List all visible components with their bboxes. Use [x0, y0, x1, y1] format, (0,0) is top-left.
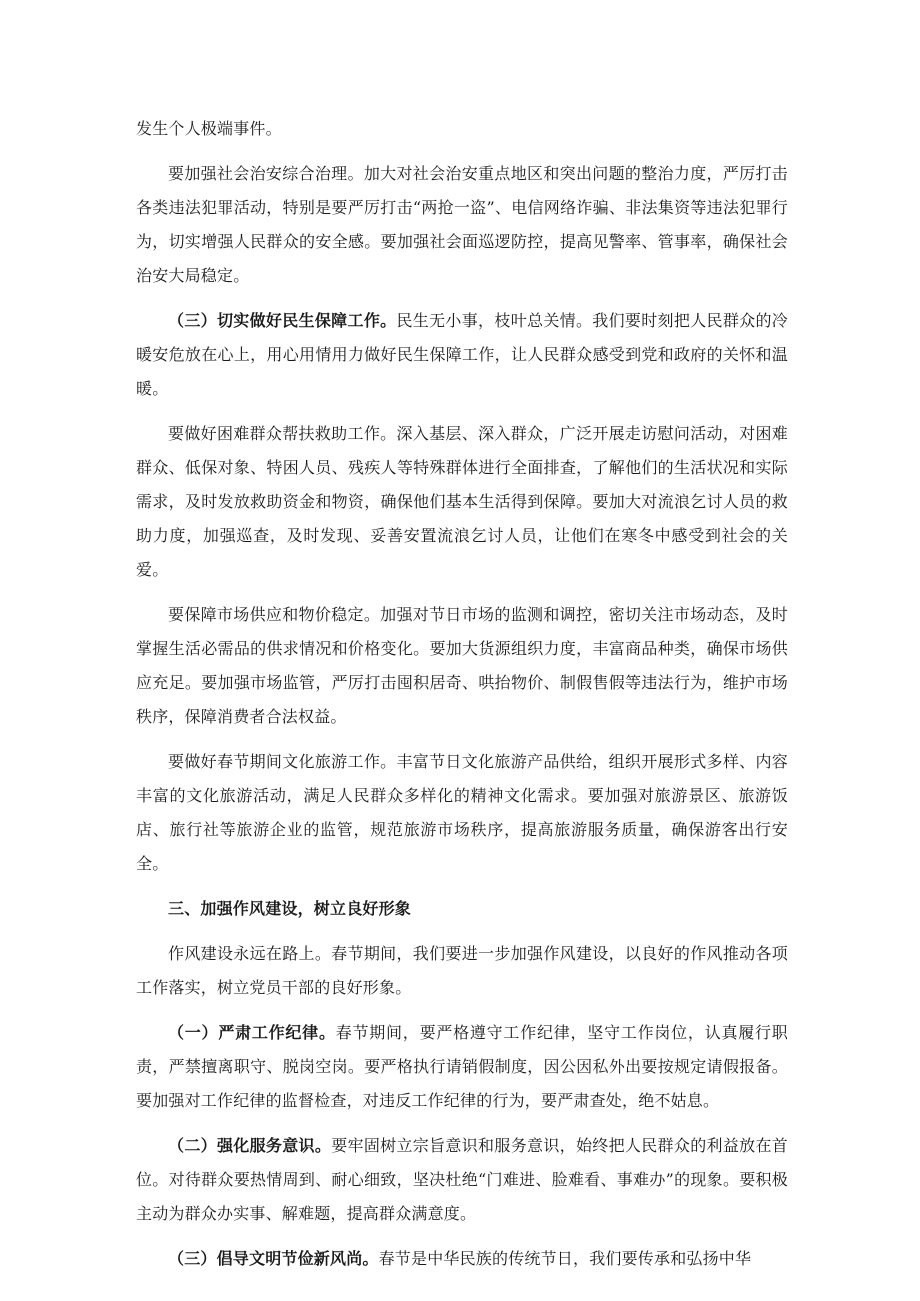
- document-body: [136, 112, 788, 1287]
- paragraph-culture-tourism: 要做好春节期间文化旅游工作。丰富节日文化旅游产品供给，组织开展形式多样、内容丰富的文化旅游活动，满足人民群众多样化的精神文化需求。要加强对旅游景区、旅游饭店、旅行社等旅游企业的监管，规范旅游市场秩序，提高旅游服务质量，确保游客出行安全。: [136, 752, 788, 873]
- paragraph-discipline: [136, 1016, 788, 1118]
- lead-heading-service: （二）强化服务意识。: [168, 1136, 332, 1155]
- paragraph-market-supply: 要保障市场供应和物价稳定。加强对节日市场的监测和调控，密切关注市场动态，及时掌握生活必需品的供求情况和价格变化。要加大货源组织力度，丰富商品种类，确保市场供应充足。要加强市场监管，严厉打击囤积居奇、哄抬物价、制假售假等违法行为，维护市场秩序，保障消费者合法权益。: [136, 605, 788, 726]
- paragraph-text: 要牢固树立宗旨意识和服务意识，始终把人民群众的利益放在首位。对待群众要热情周到、耐心细致，坚决杜绝“门难进、脸难看、事难办”的现象。要积极主动为群众办实事、解难题，提高群众满意度。: [136, 1136, 788, 1223]
- paragraph-text: 民生无小事，枝叶总关情。我们要时刻把人民群众的冷暖安危放在心上，用心用情用力做好民生保障工作，让人民群众感受到党和政府的关怀和温暖。: [136, 311, 788, 398]
- section-heading: 三、加强作风建设，树立良好形象: [168, 899, 412, 918]
- paragraph-service: [136, 1129, 788, 1231]
- paragraph-continuation: 发生个人极端事件。: [136, 119, 282, 138]
- lead-heading-discipline: （一）严肃工作纪律。: [168, 1023, 336, 1042]
- lead-heading-frugality: （三）倡导文明节俭新风尚。: [168, 1249, 379, 1268]
- lead-heading-livelihood: （三）切实做好民生保障工作。: [168, 311, 397, 330]
- paragraph-public-security: 要加强社会治安综合治理。加大对社会治安重点地区和突出问题的整治力度，严厉打击各类违法犯罪活动，特别是要严厉打击“两抢一盗”、电信网络诈骗、非法集资等违法犯罪行为，切实增强人民群众的安全感。要加强社会面巡逻防控，提高见警率、管事率，确保社会治安大局稳定。: [136, 164, 788, 285]
- paragraph-text: 春节期间，要严格遵守工作纪律，坚守工作岗位，认真履行职责，严禁擅离职守、脱岗空岗。要严格执行请销假制度，因公因私外出要按规定请假报备。要加强对工作纪律的监督检查，对违反工作纪律的行为，要严肃查处，绝不姑息。: [136, 1023, 788, 1110]
- paragraph-text: 春节是中华民族的传统节日，我们要传承和弘扬中华: [378, 1249, 752, 1268]
- paragraph-frugality: [136, 1242, 788, 1276]
- paragraph-assistance: 要做好困难群众帮扶救助工作。深入基层、深入群众，广泛开展走访慰问活动，对困难群众、低保对象、特困人员、残疾人等特殊群体进行全面排查，了解他们的生活状况和实际需求，及时发放救助资金和物资，确保他们基本生活得到保障。要加大对流浪乞讨人员的救助力度，加强巡查，及时发现、妥善安置流浪乞讨人员，让他们在寒冬中感受到社会的关爱。: [136, 424, 788, 579]
- paragraph-work-style-intro: 作风建设永远在路上。春节期间，我们要进一步加强作风建设，以良好的作风推动各项工作落实，树立党员干部的良好形象。: [136, 944, 788, 997]
- paragraph-livelihood-lead: [136, 304, 788, 406]
